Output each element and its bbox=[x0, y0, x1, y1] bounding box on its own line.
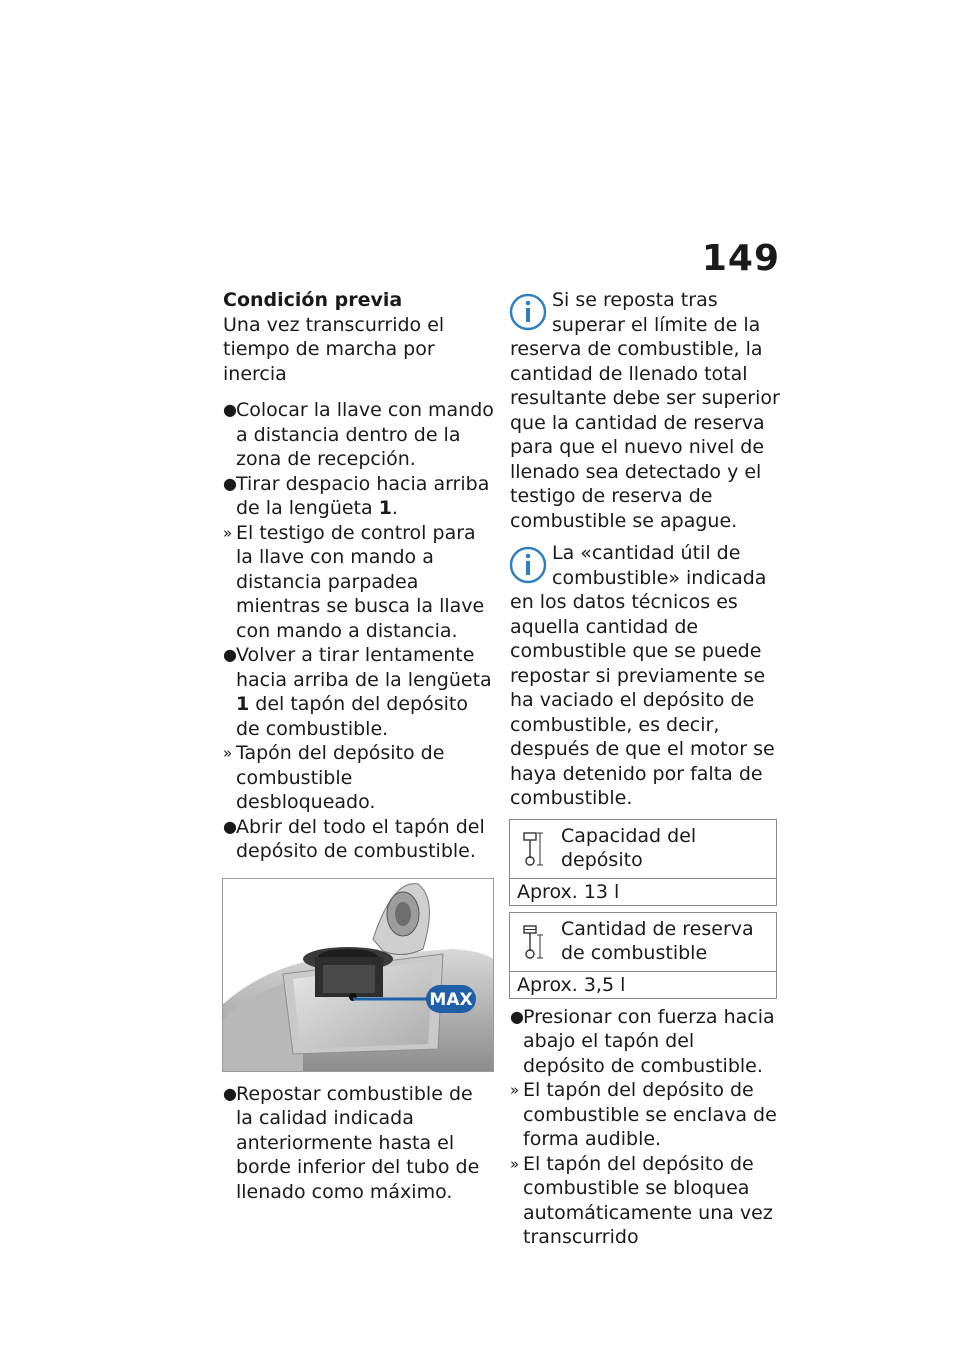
action-item: ● Repostar combustible de la calidad indicada anteriormente hasta el borde inferior del tubo de llenado como máximo. bbox=[223, 1082, 480, 1203]
bullet-marker: ● bbox=[223, 1083, 237, 1103]
spec-header bbox=[510, 912, 777, 971]
step-list-b bbox=[223, 1082, 495, 1205]
right-column bbox=[510, 288, 780, 1250]
step-list bbox=[223, 398, 495, 864]
info-note-capacity bbox=[510, 541, 780, 811]
action-item: ● Colocar la llave con mando a distancia dentro de la zona de recepción. bbox=[223, 399, 494, 470]
fuel-reserve-icon bbox=[522, 923, 544, 961]
fuel-filler-figure bbox=[222, 878, 494, 1072]
bullet-marker: ● bbox=[223, 816, 237, 836]
bullet-marker: ● bbox=[223, 400, 237, 419]
spec-label: Cantidad de reserva de combustible bbox=[561, 917, 754, 964]
spec-value: Aprox. 3,5 l bbox=[510, 971, 777, 998]
precondition-text: Una vez transcurrido el tiempo de marcha por inercia bbox=[223, 313, 445, 385]
info-note-text: Si se reposta tras superar el límite de la reserva de combustible, la cantidad de llenado total resultante debe ser superior que la cantidad de reserva para que el nuevo nivel de llenado sea detectado y el testigo de reserva de combustible se apague. bbox=[510, 289, 780, 532]
result-marker: » bbox=[223, 744, 233, 762]
result-item: » Tapón del depósito de combustible desbloqueado. bbox=[223, 742, 445, 813]
result-marker: » bbox=[510, 1154, 520, 1173]
left-column bbox=[223, 288, 495, 1204]
result-item: » El tapón del depósito de combustible se bloquea automáticamente una vez transcurrido bbox=[510, 1152, 773, 1248]
bullet-marker: ● bbox=[510, 1006, 524, 1026]
action-item: ● Volver a tirar lentamente hacia arriba de la lengüeta 1 del tapón del depósito de combustible. bbox=[223, 644, 492, 740]
info-icon bbox=[508, 290, 548, 336]
max-label: MAX bbox=[429, 989, 473, 1010]
bullet-marker: ● bbox=[223, 473, 237, 493]
spec-table-capacity bbox=[509, 819, 777, 906]
info-icon bbox=[508, 543, 548, 589]
result-item: » El testigo de control para la llave con mando a distancia parpadea mientras se busca la llave con mando a distancia. bbox=[223, 521, 485, 642]
spec-value: Aprox. 13 l bbox=[510, 878, 777, 905]
precondition-heading: Condición previa bbox=[223, 289, 403, 311]
result-marker: » bbox=[223, 523, 233, 542]
spec-label: Capacidad del depósito bbox=[561, 824, 697, 871]
reference-number: 1 bbox=[236, 693, 250, 715]
fuel-tank-icon bbox=[522, 830, 544, 868]
info-note-text: La «cantidad útil de combustible» indicada en los datos técnicos es aquella cantidad de combustible que se puede repostar si previamente se ha vaciado el depósito de combustible, es decir, después de que el motor se haya detenido por falta de combustible. bbox=[510, 542, 775, 809]
result-marker: » bbox=[510, 1081, 520, 1099]
spec-table-reserve bbox=[509, 912, 777, 999]
reference-number: 1 bbox=[378, 497, 392, 519]
fuel-tank-illustration bbox=[223, 879, 493, 1071]
step-list-c bbox=[510, 1005, 780, 1250]
spec-header bbox=[510, 819, 777, 878]
bullet-marker: ● bbox=[223, 645, 237, 664]
action-item: ● Abrir del todo el tapón del depósito de combustible. bbox=[223, 815, 485, 862]
action-item: ● Presionar con fuerza hacia abajo el tapón del depósito de combustible. bbox=[510, 1005, 775, 1077]
page-number: 149 bbox=[701, 238, 780, 279]
info-note-refuel bbox=[510, 288, 780, 533]
action-item: ● Tirar despacio hacia arriba de la lengüeta 1. bbox=[223, 472, 490, 519]
result-item: » El tapón del depósito de combustible se enclava de forma audible. bbox=[510, 1079, 777, 1150]
